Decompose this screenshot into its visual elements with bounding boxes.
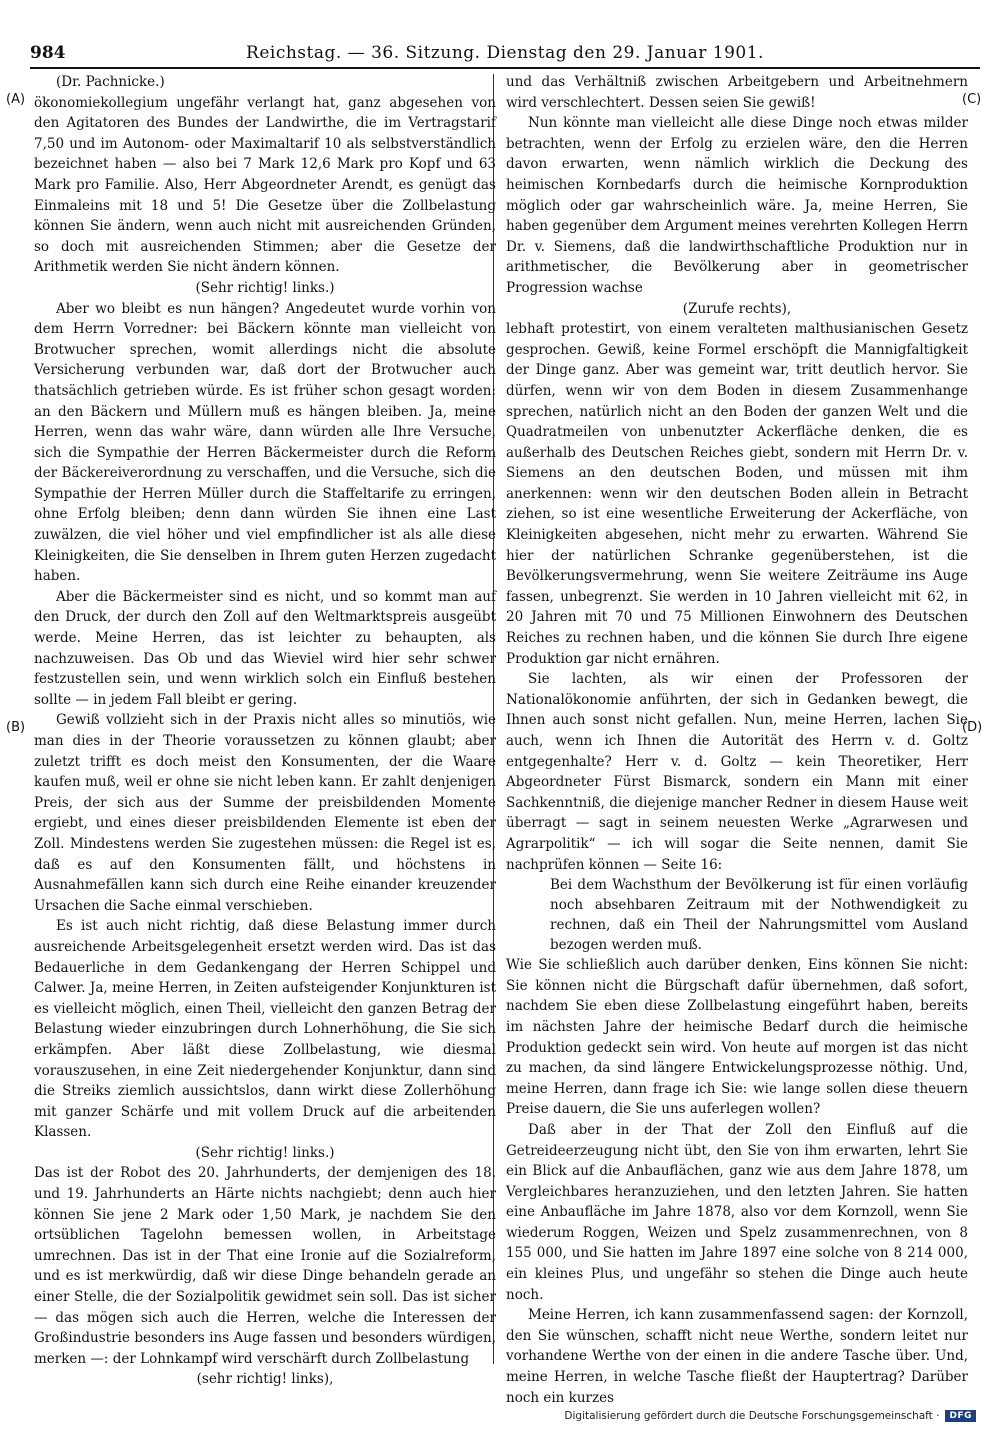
footer-credit — [564, 1410, 976, 1422]
interjection: (Zurufe rechts), — [682, 300, 792, 317]
paragraph: Wie Sie schließlich auch darüber denken, Eins können Sie nicht: Sie können nicht die Bürgschaft dafür übernehmen, daß sofort, nachdem Sie eben diese Zollbelastung eingeführt haben, bereits im nächsten Jahre der heimische Bedarf durch die heimische Produktion gedeckt sein wird. Von heute auf morgen ist das nicht zu machen, da sind längere Entwickelungsprozesse nöthig. Und, meine Herren, dann frage ich Sie: wie lange sollen diese theuern Preise dauern, die Sie uns auferlegen wollen? — [506, 957, 968, 1118]
paragraph: Es ist auch nicht richtig, daß diese Belastung immer durch ausreichende Arbeitsgelegenheit ersetzt werden wird. Das ist das Bedauerliche in dem Gedankengang der Herren Schippel und Calwer. Ja, meine Herren, in Zeiten aufsteigender Konjunkturen ist es vielleicht möglich, einen Theil, vielleicht den ganzen Betrag der Belastung wieder einzubringen durch Lohnerhöhung, die Sie sich erkämpfen. Aber läßt diese Zollbelastung, wie diesmal vorauszusehen, in eine Zeit niedergehender Konjunktur, dann sind die Streiks ziemlich aussichtslos, dann wirkt diese Zollerhöhung mit ganzer Schärfe und mit vollem Druck auf die arbeitenden Klassen. — [34, 918, 496, 1141]
interjection: (Sehr richtig! links.) — [195, 1144, 335, 1161]
paragraph: Aber wo bleibt es nun hängen? Angedeutet wurde vorhin von dem Herrn Vorredner: bei Bäckern könnte man vielleicht von Brotwucher sprechen, womit allerdings nicht die absolute Versicherung verbunden war, daß dort der Brotwucher auch thatsächlich getrieben würde. Es ist früher schon gesagt worden: an den Bäckern und Müllern muß es hängen bleiben. Ja, meine Herren, wenn das wahr wäre, dann würden alle Ihre Versuche, sich die Sympathie der Herren Bäckermeister durch die Reform der Bäckereiverordnung zu verschaffen, und die Versuche, sich die Sympathie der Herren Müller durch die Staffeltarife zu erringen, ohne Erfolg bleiben; denn dann würden Sie ihnen eine Last zuwälzen, die viel höher und viel empfindlicher ist als alle diese Kleinigkeiten, die Sie denselben in Ihrem guten Herzen zugedacht haben. — [34, 300, 496, 585]
paragraph: Daß aber in der That der Zoll den Einfluß auf die Getreideerzeugung nicht übt, den Sie von ihm erwarten, lehrt Sie ein Blick auf die Anbauflächen, ganz wie aus dem Jahre 1878, um Vergleichbares heranzuziehen, und den letzten Jahren. Sie hatten eine Anbaufläche im Jahre 1878, also vor dem Kornzoll, wenn Sie wiederum Roggen, Weizen und Spelz zusammenrechnen, von 8 155 000, und Sie hatten im Jahre 1897 eine solche von 8 214 000, ein kleines Plus, und ungefähr so stehen die Dinge auch heute noch. — [506, 1121, 968, 1303]
page-number: 984 — [30, 43, 66, 63]
page-header — [30, 42, 980, 68]
block-quote: Bei dem Wachsthum der Bevölkerung ist für einen vorläufig noch absehbaren Zeitraum mit der Nothwendigkeit zu rechnen, daß ein Theil der Nahrungsmittel vom Ausland bezogen werden muß. — [550, 877, 968, 954]
paragraph: Meine Herren, ich kann zusammenfassend sagen: der Kornzoll, den Sie wünschen, schafft nicht neue Werthe, sondern leitet nur vorhandene Werthe von der einen in die andere Tasche über. Und, meine Herren, in welche Tasche fließt der Hauptertrag? Darüber noch ein kurzes — [506, 1307, 968, 1406]
paragraph: Sie lachten, als wir einen der Professoren der Nationalökonomie anführten, der sich in Gedanken bewegt, die Ihnen auch sonst nicht gefallen. Nun, meine Herren, lachen Sie auch, wenn ich Ihnen die Autorität des Herrn v. d. Goltz entgegenhalte? Herr v. d. Goltz — kein Theoretiker, Herr Abgeordneter Fürst Bismarck, sondern ein Mann mit einer Sachkenntniß, die diejenige mancher Redner in diesem Hause weit überragt — sagt in seinem neuesten Werke „Agrarwesen und Agrarpolitik“ — ich will sogar die Seite nennen, damit Sie nachprüfen können — Seite 16: — [506, 671, 968, 873]
margin-marker-c: (C) — [962, 92, 982, 107]
paragraph: Nun könnte man vielleicht alle diese Dinge noch etwas milder betrachten, wenn der Erfolg zu erzielen wäre, den die Herren davon erwarten, wenn nämlich wirklich die Deckung des heimischen Kornbedarfs durch die heimische Kornproduktion möglich oder gar wahrscheinlich wäre. Ja, meine Herren, Sie haben gegenüber dem Argument meines verehrten Kollegen Herrn Dr. v. Siemens, daß die landwirthschaftliche Produktion nur in arithmetischer, die Bevölkerung aber in geometrischer Progression wachse — [506, 115, 968, 296]
paragraph: und das Verhältniß zwischen Arbeitgebern und Arbeitnehmern wird verschlechtert. Dessen seien Sie gewiß! — [506, 74, 968, 111]
header-rule — [30, 67, 980, 69]
margin-marker-a: (A) — [6, 92, 26, 107]
left-column — [34, 72, 496, 1390]
right-column — [506, 72, 968, 1408]
speaker-label: (Dr. Pachnicke.) — [56, 74, 165, 90]
footer-text: Digitalisierung gefördert durch die Deutsche Forschungsgemeinschaft · — [564, 1410, 940, 1422]
margin-marker-d: (D) — [962, 720, 983, 735]
paragraph: Gewiß vollzieht sich in der Praxis nicht alles so minutiös, wie man dies in der Theorie voraussetzen zu können glaubt; aber zuletzt trifft es doch meist den Konsumenten, der die Waare kaufen muß, weil er ohne sie nicht leben kann. Er zahlt denjenigen Preis, der sich aus der Summe der preisbildenden Momente ergiebt, und eines dieser preisbildenden Elemente ist eben der Zoll. Mindestens werden Sie zugestehen müssen: die Regel ist es, daß es auf den Konsumenten fällt, und höchstens in Ausnahmefällen kann sich durch eine Reihe einander kreuzender Ursachen die Sache einmal verschieben. — [34, 712, 496, 914]
margin-marker-b: (B) — [6, 720, 26, 735]
paragraph: ökonomiekollegium ungefähr verlangt hat, ganz abgesehen von den Agitatoren des Bundes der Landwirthe, die im Vertragstarif 7,50 und im Autonom- oder Maximaltarif 10 als selbstverständlich bezeichnet haben — also bei 7 Mark 12,6 Mark pro Kopf und 63 Mark pro Familie. Also, Herr Abgeordneter Arendt, es genügt das Einmaleins mit 18 und 5! Die Gesetze über die Zollbelastung können Sie ändern, wenn auch nicht mit ausreichenden Gründen, so doch mit ausreichenden Stimmen; aber die Gesetze der Arithmetik werden Sie nicht ändern können. — [34, 94, 496, 276]
interjection: (Sehr richtig! links.) — [195, 279, 335, 296]
paragraph: Das ist der Robot des 20. Jahrhunderts, der demjenigen des 18. und 19. Jahrhunderts an Härte nichts nachgiebt; denn auch hier können Sie jene 2 Mark oder 1,50 Mark, je nachdem Sie den ortsüblichen Tagelohn bemessen wollen, in Arbeitstage umrechnen. Das ist in der That eine Ironie auf die Sozialreform, und es ist merkwürdig, daß wir diese Dinge behandeln gerade an einer Stelle, die der Sozialpolitik gewidmet sein soll. Das ist sicher — das mögen sich auch die Herren, welche die Interessen der Großindustrie besonders ins Auge fassen und besonders würdigen, merken —: der Lohnkampf wird verschärft durch Zollbelastung — [34, 1165, 496, 1367]
page-title: Reichstag. — 36. Sitzung. Dienstag den 29. Januar 1901. — [246, 43, 764, 63]
dfg-logo-icon: DFG — [945, 1410, 976, 1422]
interjection: (sehr richtig! links), — [196, 1371, 334, 1388]
paragraph: lebhaft protestirt, von einem veralteten malthusianischen Gesetz gesprochen. Gewiß, keine Formel erschöpft die Mannigfaltigkeit der Dinge ganz. Aber was gemeint war, tritt deutlich hervor. Sie dürfen, wenn wir von dem Boden in diesem Zusammenhange sprechen, natürlich nicht an den Boden der ganzen Welt und die Quadratmeilen von unbenutzter Ackerfläche denken, die es außerhalb des Deutschen Reiches giebt, sondern mit Herrn Dr. v. Siemens an den deutschen Boden, und müssen mit ihm anerkennen: wenn wir den deutschen Boden allein in Betracht ziehen, so ist eine wesentliche Erweiterung der Ackerfläche, von Kleinigkeiten abgesehen, nicht mehr zu erwarten. Während Sie hier der natürlichen Schranke gegenüberstehen, ist die Bevölkerungsvermehrung, wenn Sie weitere Zeiträume ins Auge fassen, unbegrenzt. Sie werden in 10 Jahren vielleicht mit 62, in 20 Jahren mit 70 und 75 Millionen Einwohnern des Deutschen Reiches zu rechnen haben, und die können Sie durch Ihre eigene Produktion gar nicht ernähren. — [506, 321, 968, 667]
paragraph: Aber die Bäckermeister sind es nicht, und so kommt man auf den Druck, der durch den Zoll auf den Weltmarktspreis ausgeübt werde. Meine Herren, das ist leichter zu behaupten, als nachzuweisen. Das Ob und das Wieviel wird hier sehr schwer festzustellen sein, und wenn wirklich solch ein Einfluß bestehen sollte — in jedem Fall bleibt er gering. — [34, 588, 496, 708]
